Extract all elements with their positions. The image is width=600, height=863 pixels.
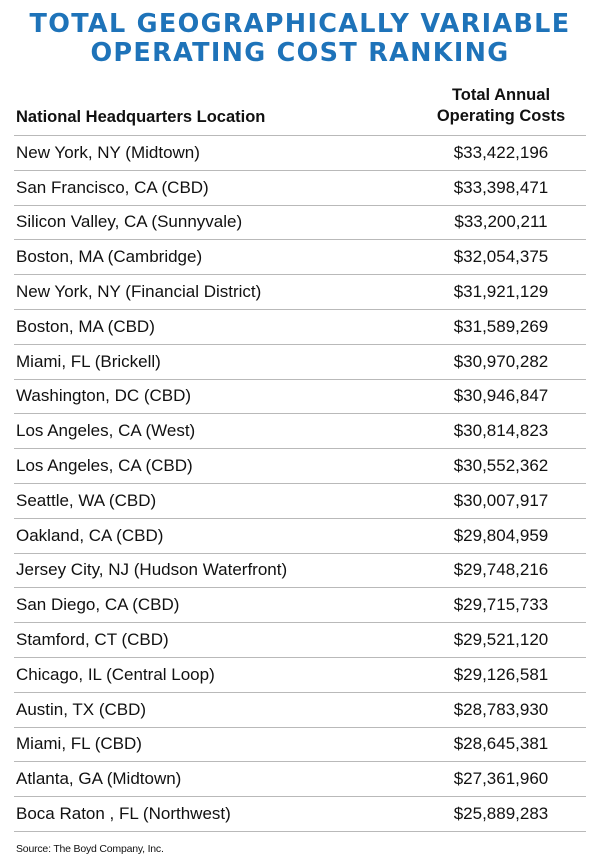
table-header bbox=[14, 74, 586, 136]
table-row bbox=[14, 345, 586, 380]
table-row bbox=[14, 484, 586, 519]
table-row bbox=[14, 519, 586, 554]
cost-cell: $27,361,960 bbox=[453, 769, 549, 789]
cost-cell: $28,783,930 bbox=[453, 699, 549, 719]
title-line-2: OPERATING COST RANKING bbox=[90, 38, 510, 68]
cost-cell: $33,422,196 bbox=[453, 142, 549, 162]
location-cell: Austin, TX (CBD) bbox=[16, 699, 147, 719]
table-row bbox=[14, 136, 586, 171]
page-title bbox=[14, 10, 586, 68]
cost-cell: $30,814,823 bbox=[453, 421, 549, 441]
location-cell: Atlanta, GA (Midtown) bbox=[16, 769, 182, 789]
table-row bbox=[14, 554, 586, 589]
table-row bbox=[14, 588, 586, 623]
location-cell: Boca Raton , FL (Northwest) bbox=[16, 804, 231, 824]
ranking-table-body bbox=[14, 136, 586, 832]
table-row bbox=[14, 693, 586, 728]
table-row bbox=[14, 728, 586, 763]
cost-column-header bbox=[416, 85, 586, 127]
location-cell: Chicago, IL (Central Loop) bbox=[16, 664, 215, 684]
location-column-header: National Headquarters Location bbox=[16, 108, 266, 126]
cost-cell: $29,715,733 bbox=[453, 595, 549, 615]
table-row bbox=[14, 762, 586, 797]
location-cell: Jersey City, NJ (Hudson Waterfront) bbox=[16, 560, 288, 580]
cost-cell: $33,398,471 bbox=[453, 177, 549, 197]
table-row bbox=[14, 623, 586, 658]
table-row bbox=[14, 310, 586, 345]
cost-cell: $29,126,581 bbox=[453, 664, 549, 684]
table-row bbox=[14, 206, 586, 241]
location-cell: New York, NY (Midtown) bbox=[16, 142, 200, 162]
location-cell: San Francisco, CA (CBD) bbox=[16, 177, 209, 197]
location-cell: Oakland, CA (CBD) bbox=[16, 525, 164, 545]
location-cell: Los Angeles, CA (West) bbox=[16, 421, 196, 441]
location-cell: Miami, FL (CBD) bbox=[16, 734, 142, 754]
cost-cell: $29,748,216 bbox=[453, 560, 549, 580]
cost-cell: $25,889,283 bbox=[453, 804, 549, 824]
table-row bbox=[14, 380, 586, 415]
cost-cell: $29,804,959 bbox=[453, 525, 549, 545]
location-cell: Boston, MA (Cambridge) bbox=[16, 247, 203, 267]
title-line-1: TOTAL GEOGRAPHICALLY VARIABLE bbox=[29, 9, 571, 39]
cost-cell: $30,007,917 bbox=[453, 490, 549, 510]
cost-cell: $30,946,847 bbox=[453, 386, 549, 406]
location-cell: Washington, DC (CBD) bbox=[16, 386, 192, 406]
table-row bbox=[14, 414, 586, 449]
table-row bbox=[14, 449, 586, 484]
location-cell: Silicon Valley, CA (Sunnyvale) bbox=[16, 212, 243, 232]
location-cell: Seattle, WA (CBD) bbox=[16, 490, 157, 510]
location-cell: New York, NY (Financial District) bbox=[16, 282, 262, 302]
cost-cell: $32,054,375 bbox=[453, 247, 549, 267]
cost-cell: $31,921,129 bbox=[453, 282, 549, 302]
cost-cell: $31,589,269 bbox=[453, 316, 549, 336]
cost-cell: $28,645,381 bbox=[453, 734, 549, 754]
cost-cell: $30,552,362 bbox=[453, 456, 549, 476]
location-cell: Stamford, CT (CBD) bbox=[16, 630, 169, 650]
source-note: Source: The Boyd Company, Inc. bbox=[16, 842, 164, 855]
cost-header-line-1: Total Annual bbox=[451, 86, 551, 104]
location-cell: Boston, MA (CBD) bbox=[16, 316, 155, 336]
table-row bbox=[14, 275, 586, 310]
cost-cell: $29,521,120 bbox=[453, 630, 549, 650]
table-row bbox=[14, 171, 586, 206]
cost-cell: $30,970,282 bbox=[453, 351, 549, 371]
table-row bbox=[14, 797, 586, 832]
cost-header-line-2: Operating Costs bbox=[436, 107, 566, 125]
location-cell: San Diego, CA (CBD) bbox=[16, 595, 180, 615]
table-row bbox=[14, 240, 586, 275]
table-row bbox=[14, 658, 586, 693]
cost-cell: $33,200,211 bbox=[454, 212, 548, 232]
location-cell: Los Angeles, CA (CBD) bbox=[16, 456, 193, 476]
location-cell: Miami, FL (Brickell) bbox=[16, 351, 161, 371]
